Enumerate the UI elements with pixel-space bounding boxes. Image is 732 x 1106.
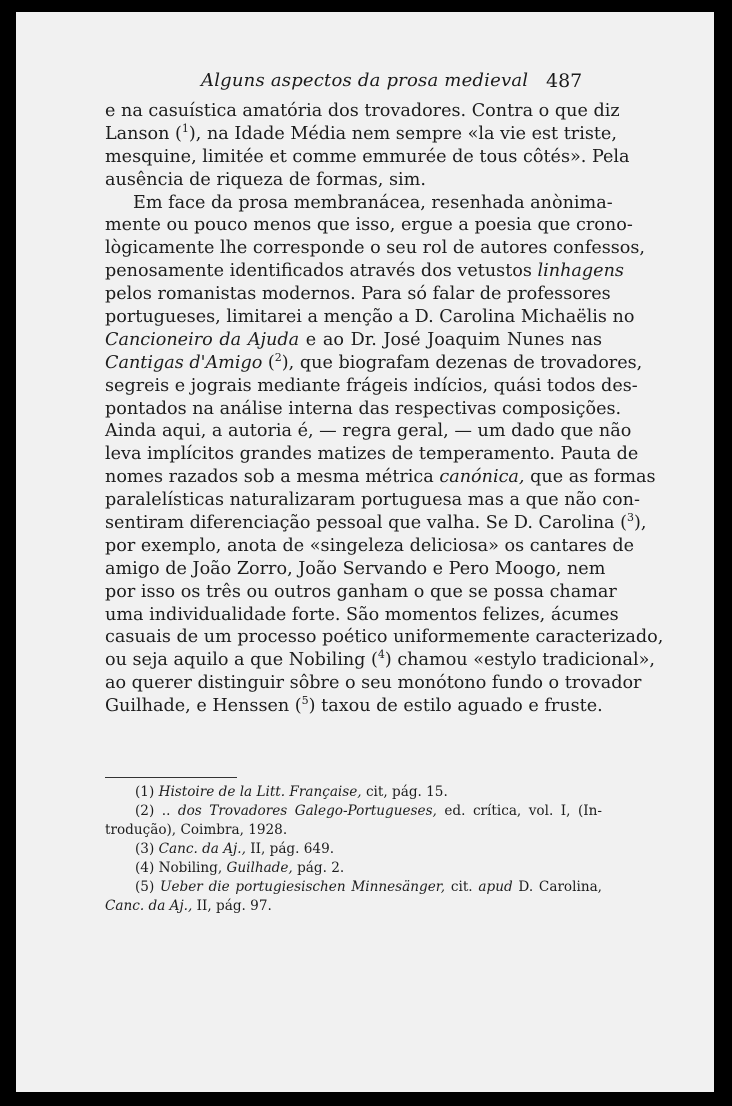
text-line: lògicamente lhe corresponde o seu rol de autores confessos,	[105, 238, 646, 259]
text-line: Em face da prosa membranácea, resenhada anònima-	[133, 192, 613, 213]
text-line: pelos romanistas modernos. Para só falar de professores	[105, 284, 611, 305]
footnote-1: (1) Histoire de la Litt. Française, cit, pág. 15.	[135, 784, 448, 800]
footnote-rule	[105, 777, 237, 778]
text-line: por exemplo, anota de «singeleza deliciosa» os cantares de	[105, 535, 635, 556]
footnotes	[105, 783, 602, 916]
footnote-4: (4) Nobiling, Guilhade, pág. 2.	[135, 860, 345, 876]
text-line: nomes razados sob a mesma métrica canónica, que as formas	[105, 467, 656, 488]
footnote-2-continued: trodução), Coimbra, 1928.	[105, 822, 288, 838]
text-line: Lanson ($^1$), na Idade Média nem sempre «la vie est triste,	[105, 122, 617, 144]
page-number: 487	[546, 70, 583, 92]
text-line: mente ou pouco menos que isso, ergue a poesia que crono-	[105, 215, 633, 236]
text-line: portugueses, limitarei a menção a D. Carolina Michaëlis no	[105, 307, 635, 328]
body-text	[105, 100, 664, 718]
text-line: ausência de riqueza de formas, sim.	[105, 169, 426, 190]
text-line: segreis e jograis mediante frágeis indícios, quási todos des-	[105, 375, 638, 396]
text-line: penosamente identificados através dos vetustos linhagens	[105, 261, 624, 282]
text-line: mesquine, limitée et comme emmurée de tous côtés». Pela	[105, 146, 630, 167]
text-line: e na casuística amatória dos trovadores. Contra o que diz	[105, 101, 620, 121]
book-page	[16, 12, 714, 1092]
footnote-3: (3) Canc. da Aj., II, pág. 649.	[135, 841, 335, 857]
text-line: pontados na análise interna das respectivas composições.	[105, 398, 622, 419]
running-head	[16, 70, 714, 100]
footnote-ref-5: 5	[301, 694, 309, 708]
text-line: por isso os três ou outros ganham o que se possa chamar	[105, 581, 617, 602]
text-line: Ainda aqui, a autoria é, — regra geral, — um dado que não	[105, 421, 632, 442]
text-line: sentiram diferenciação pessoal que valha. Se D. Carolina ($^3$),	[105, 511, 647, 534]
running-head-title: Alguns aspectos da prosa medieval	[201, 70, 529, 91]
text-line: leva implícitos grandes matizes de temperamento. Pauta de	[105, 444, 639, 465]
text-line: Cancioneiro da Ajuda e ao Dr. José Joaquim Nunes nas	[105, 329, 602, 350]
text-line: Guilhade, e Henssen ($^5$) taxou de estilo aguado e fruste.	[105, 694, 603, 717]
footnote-5-continued: Canc. da Aj., II, pág. 97.	[105, 898, 272, 914]
text-line: ao querer distinguir sôbre o seu monótono fundo o trovador	[105, 673, 642, 694]
footnote-5: (5) Ueber die portugiesischen Minnesänger, cit. apud D. Carolina,	[135, 879, 602, 895]
text-line: ou seja aquilo a que Nobiling ($^4$) chamou «estylo tradicional»,	[105, 648, 655, 671]
text-line: Cantigas d'Amigo ($^2$), que biografam dezenas de trovadores,	[105, 350, 643, 373]
footnote-ref-2: 2	[274, 350, 282, 364]
footnote-2: (2) .. dos Trovadores Galego-Portugueses, ed. crítica, vol. I, (In-	[135, 803, 602, 819]
footnote-ref-3: 3	[627, 511, 635, 525]
text-line: casuais de um processo poético uniformemente caracterizado,	[105, 627, 664, 648]
text-line: uma individualidade forte. São momentos felizes, ácumes	[105, 604, 619, 625]
text-line: amigo de João Zorro, João Servando e Pero Moogo, nem	[105, 558, 606, 579]
footnote-ref-1: 1	[181, 122, 189, 136]
footnote-ref-4: 4	[377, 648, 385, 662]
text-line: paralelísticas naturalizaram portuguesa mas a que não con-	[105, 490, 640, 511]
